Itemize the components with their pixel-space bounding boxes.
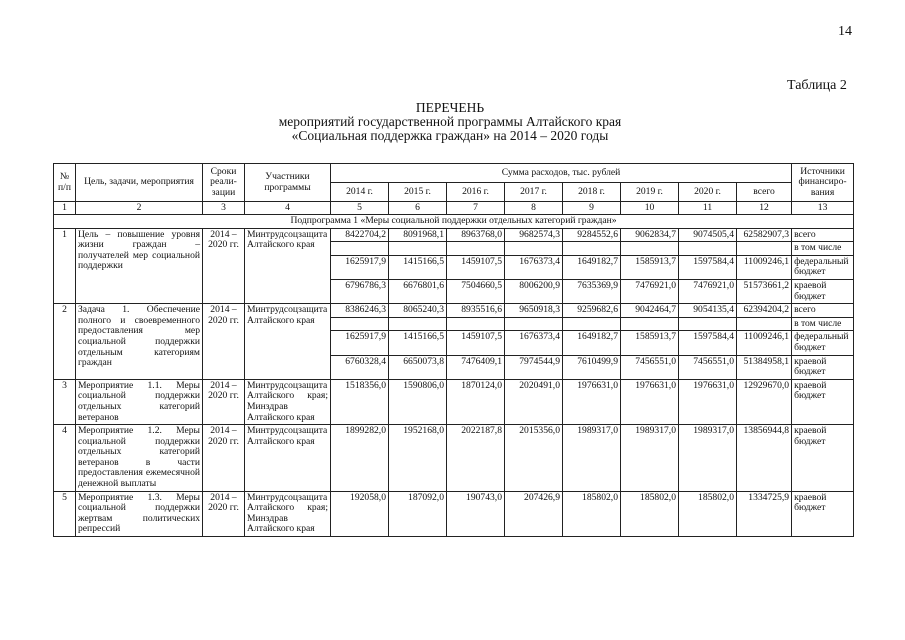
column-number: 11	[679, 202, 737, 215]
year-value: 9259682,6	[563, 304, 621, 318]
year-value: 9284552,6	[563, 228, 621, 242]
year-value: 6796786,3	[331, 279, 389, 303]
column-number: 1	[54, 202, 76, 215]
column-number: 10	[621, 202, 679, 215]
row-term: 2014 – 2020 гг.	[203, 304, 245, 380]
row-term: 2014 – 2020 гг.	[203, 425, 245, 492]
row-term: 2014 – 2020 гг.	[203, 491, 245, 536]
column-number: 5	[331, 202, 389, 215]
header-source: Источники финансиро-вания	[792, 164, 854, 202]
total-header: всего	[737, 183, 792, 202]
funding-source: всего	[792, 304, 854, 318]
row-number: 4	[54, 425, 76, 492]
year-value: 9682574,3	[505, 228, 563, 242]
year-value	[447, 317, 505, 331]
row-term: 2014 – 2020 гг.	[203, 228, 245, 304]
year-header: 2018 г.	[563, 183, 621, 202]
year-header: 2020 г.	[679, 183, 737, 202]
year-header: 2015 г.	[389, 183, 447, 202]
funding-source: краевой бюджет	[792, 379, 854, 424]
year-value: 1976631,0	[621, 379, 679, 424]
year-value: 9650918,3	[505, 304, 563, 318]
year-header: 2014 г.	[331, 183, 389, 202]
year-value: 1590806,0	[389, 379, 447, 424]
year-value: 1459107,5	[447, 331, 505, 355]
row-participants: Минтрудсоцзащита Алтайского края	[245, 425, 331, 492]
year-value: 6650073,8	[389, 355, 447, 379]
total-value: 51384958,1	[737, 355, 792, 379]
column-number: 2	[76, 202, 203, 215]
year-value	[389, 242, 447, 256]
year-value	[447, 242, 505, 256]
year-value: 1976631,0	[563, 379, 621, 424]
year-value	[505, 317, 563, 331]
year-value: 6760328,4	[331, 355, 389, 379]
header-num: № п/п	[54, 164, 76, 202]
year-value: 9062834,7	[621, 228, 679, 242]
year-value: 9042464,7	[621, 304, 679, 318]
heading-subtitle: мероприятий государственной программы Алтайского края	[278, 114, 622, 129]
year-value: 6676801,6	[389, 279, 447, 303]
funding-source: краевой бюджет	[792, 425, 854, 492]
total-value: 11009246,1	[737, 255, 792, 279]
year-value: 7476409,1	[447, 355, 505, 379]
year-value: 190743,0	[447, 491, 505, 536]
year-value: 8091968,1	[389, 228, 447, 242]
row-goal: Задача 1. Обеспечение полного и своевременного предоставления мер социальной поддержки отдельным категориям граждан	[76, 304, 203, 380]
row-goal: Мероприятие 1.1. Меры социальной поддержки отдельных категорий ветеранов	[76, 379, 203, 424]
year-value: 1649182,7	[563, 331, 621, 355]
year-value: 8963768,0	[447, 228, 505, 242]
year-header: 2017 г.	[505, 183, 563, 202]
row-number: 2	[54, 304, 76, 380]
year-value: 2022187,8	[447, 425, 505, 492]
year-value: 1625917,9	[331, 331, 389, 355]
year-value: 7974544,9	[505, 355, 563, 379]
header-goal: Цель, задачи, мероприятия	[76, 164, 203, 202]
year-value: 2015356,0	[505, 425, 563, 492]
year-value: 1989317,0	[563, 425, 621, 492]
total-value: 12929670,0	[737, 379, 792, 424]
total-value: 51573661,2	[737, 279, 792, 303]
year-value: 1415166,5	[389, 331, 447, 355]
row-number: 1	[54, 228, 76, 304]
year-header: 2016 г.	[447, 183, 505, 202]
year-value: 8065240,3	[389, 304, 447, 318]
year-value: 7610499,9	[563, 355, 621, 379]
funding-source: в том числе	[792, 317, 854, 331]
year-value: 1952168,0	[389, 425, 447, 492]
column-number: 7	[447, 202, 505, 215]
year-value	[389, 317, 447, 331]
year-value: 1597584,4	[679, 255, 737, 279]
column-number: 9	[563, 202, 621, 215]
header-participants: Участники программы	[245, 164, 331, 202]
total-value: 62582907,3	[737, 228, 792, 242]
year-value	[621, 317, 679, 331]
year-value: 2020491,0	[505, 379, 563, 424]
year-value: 1976631,0	[679, 379, 737, 424]
row-goal: Мероприятие 1.2. Меры социальной поддержки отдельных категорий ветеранов в части предоставления ежемесячной денежной выплаты	[76, 425, 203, 492]
year-value: 185802,0	[621, 491, 679, 536]
year-value: 1676373,4	[505, 255, 563, 279]
year-value: 1870124,0	[447, 379, 505, 424]
column-number: 4	[245, 202, 331, 215]
year-value: 9074505,4	[679, 228, 737, 242]
table-row	[54, 425, 854, 492]
column-number: 6	[389, 202, 447, 215]
measures-table	[53, 163, 854, 537]
year-value: 185802,0	[563, 491, 621, 536]
year-value: 185802,0	[679, 491, 737, 536]
row-number: 5	[54, 491, 76, 536]
year-value: 8006200,9	[505, 279, 563, 303]
total-value: 13856944,8	[737, 425, 792, 492]
year-value: 1518356,0	[331, 379, 389, 424]
year-value: 1597584,4	[679, 331, 737, 355]
column-number-row	[54, 202, 854, 215]
table-row	[54, 379, 854, 424]
funding-source: краевой бюджет	[792, 491, 854, 536]
year-value	[621, 242, 679, 256]
total-value	[737, 242, 792, 256]
year-value: 1415166,5	[389, 255, 447, 279]
year-value: 9054135,4	[679, 304, 737, 318]
row-goal: Цель – повышение уровня жизни граждан – получателей мер социальной поддержки	[76, 228, 203, 304]
row-goal: Мероприятие 1.3. Меры социальной поддержки жертвам политических репрессий	[76, 491, 203, 536]
year-value: 8935516,6	[447, 304, 505, 318]
year-value: 7504660,5	[447, 279, 505, 303]
heading-title: ПЕРЕЧЕНЬ	[415, 100, 485, 115]
funding-source: краевой бюджет	[792, 355, 854, 379]
funding-source: всего	[792, 228, 854, 242]
year-value: 1649182,7	[563, 255, 621, 279]
year-value: 1989317,0	[679, 425, 737, 492]
year-value: 1585913,7	[621, 331, 679, 355]
year-value: 7635369,9	[563, 279, 621, 303]
year-value	[505, 242, 563, 256]
total-value	[737, 317, 792, 331]
year-value: 1899282,0	[331, 425, 389, 492]
year-value	[331, 317, 389, 331]
column-number: 13	[792, 202, 854, 215]
year-value: 1459107,5	[447, 255, 505, 279]
year-value: 1585913,7	[621, 255, 679, 279]
year-value	[563, 242, 621, 256]
row-participants: Минтрудсоцзащита Алтайского края	[245, 228, 331, 304]
year-value: 7456551,0	[621, 355, 679, 379]
year-value	[679, 317, 737, 331]
year-value: 8422704,2	[331, 228, 389, 242]
year-value: 7456551,0	[679, 355, 737, 379]
year-value	[679, 242, 737, 256]
funding-source: в том числе	[792, 242, 854, 256]
table-row	[54, 228, 854, 242]
column-number: 12	[737, 202, 792, 215]
funding-source: краевой бюджет	[792, 279, 854, 303]
year-value: 192058,0	[331, 491, 389, 536]
total-value: 11009246,1	[737, 331, 792, 355]
table-row	[54, 491, 854, 536]
column-number: 3	[203, 202, 245, 215]
subprogram-title: Подпрограмма 1 «Меры социальной поддержки отдельных категорий граждан»	[54, 215, 854, 229]
year-value	[563, 317, 621, 331]
year-value	[331, 242, 389, 256]
table-row	[54, 304, 854, 318]
year-header: 2019 г.	[621, 183, 679, 202]
heading-program: «Социальная поддержка граждан» на 2014 – 2020 годы	[291, 128, 609, 143]
total-value: 1334725,9	[737, 491, 792, 536]
year-value: 187092,0	[389, 491, 447, 536]
year-value: 7476921,0	[679, 279, 737, 303]
year-value: 1989317,0	[621, 425, 679, 492]
page-number: 14	[838, 24, 852, 39]
header-sum: Сумма расходов, тыс. рублей	[331, 164, 792, 183]
row-participants: Минтрудсоцзащита Алтайского края	[245, 304, 331, 380]
document-heading	[150, 101, 750, 143]
funding-source: федеральный бюджет	[792, 255, 854, 279]
year-value: 1676373,4	[505, 331, 563, 355]
funding-source: федеральный бюджет	[792, 331, 854, 355]
table-reference: Таблица 2	[787, 78, 847, 93]
row-term: 2014 – 2020 гг.	[203, 379, 245, 424]
year-value: 7476921,0	[621, 279, 679, 303]
year-value: 1625917,9	[331, 255, 389, 279]
total-value: 62394204,2	[737, 304, 792, 318]
column-number: 8	[505, 202, 563, 215]
header-term: Сроки реали-зации	[203, 164, 245, 202]
row-participants: Минтрудсоцзащита Алтайского края; Минздрав Алтайского края	[245, 491, 331, 536]
subprogram-row	[54, 215, 854, 229]
row-number: 3	[54, 379, 76, 424]
header-row	[54, 164, 854, 183]
year-value: 8386246,3	[331, 304, 389, 318]
year-value: 207426,9	[505, 491, 563, 536]
row-participants: Минтрудсоцзащита Алтайского края; Минздрав Алтайского края	[245, 379, 331, 424]
